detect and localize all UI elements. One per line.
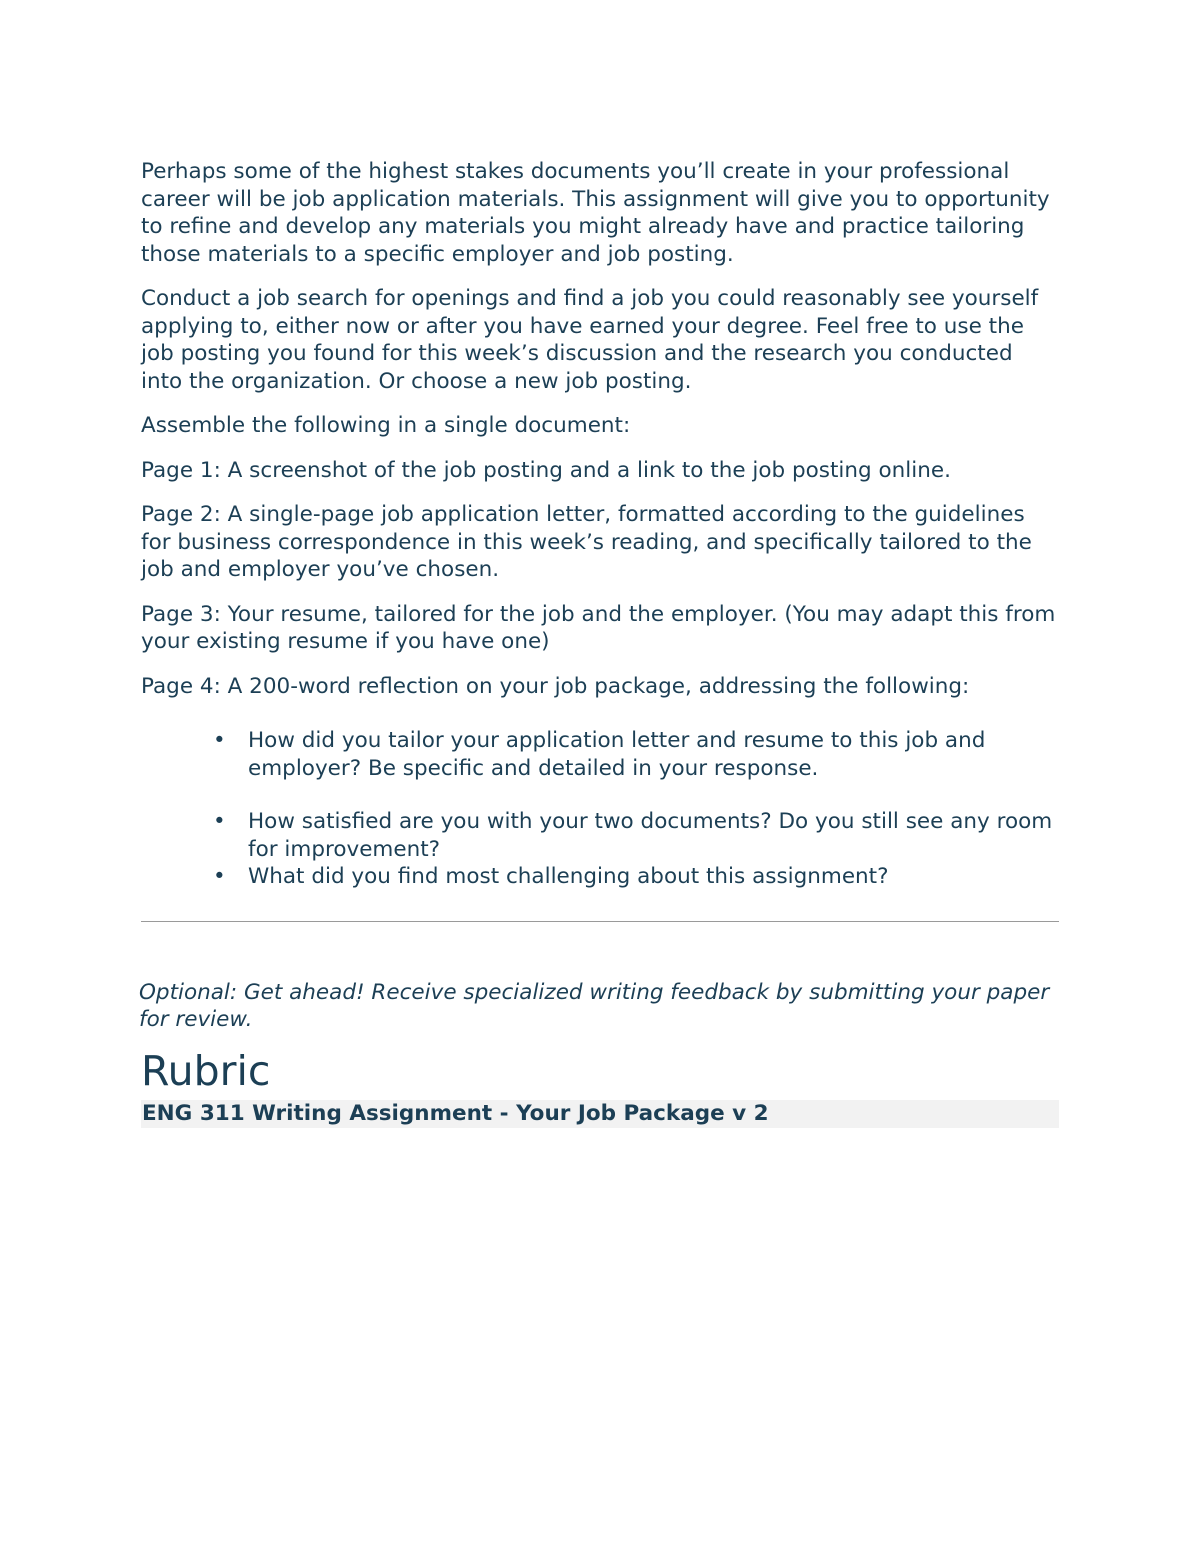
optional-feedback-note: Optional: Get ahead! Receive specialized writing feedback by submitting your paper for review. — [139, 979, 1050, 1032]
rubric-heading: Rubric — [141, 1046, 271, 1095]
horizontal-divider — [141, 921, 1059, 922]
list-item-text: What did you find most challenging about this assignment? — [248, 864, 889, 889]
list-item-text: How satisfied are you with your two documents? Do you still see any room for improvement? — [248, 809, 1053, 862]
rubric-title-bar — [141, 1100, 1059, 1128]
page-3-item: Page 3: Your resume, tailored for the job and the employer. (You may adapt this from your existing resume if you have one) — [141, 601, 1056, 654]
bullet-icon: • — [213, 864, 226, 889]
page-4-item: Page 4: A 200-word reflection on your job package, addressing the following: — [141, 673, 970, 699]
assignment-document — [141, 158, 1059, 1128]
page-1-item: Page 1: A screenshot of the job posting and a link to the job posting online. — [141, 457, 951, 483]
list-item-text: How did you tailor your application letter and resume to this job and employer? Be specific and detailed in your response. — [248, 728, 986, 781]
bullet-icon: • — [213, 809, 226, 834]
instructions-paragraph: Conduct a job search for openings and find a job you could reasonably see yourself applying to, either now or after you have earned your degree. Feel free to use the job posting you found for this week’s discussion and the research you conducted into the organization. Or choose a new job posting. — [141, 286, 1039, 394]
list-item — [141, 863, 1059, 891]
rubric-title: ENG 311 Writing Assignment - Your Job Package v 2 — [142, 1100, 769, 1126]
list-item — [141, 808, 1059, 863]
assemble-paragraph: Assemble the following in a single document: — [141, 413, 631, 438]
reflection-questions-list — [141, 727, 1059, 891]
page-2-item: Page 2: A single-page job application letter, formatted according to the guidelines for business correspondence in this week’s reading, and specifically tailored to the job and employer you’ve chosen. — [141, 502, 1032, 582]
list-item — [141, 727, 1059, 782]
bullet-icon: • — [213, 728, 226, 753]
intro-paragraph: Perhaps some of the highest stakes documents you’ll create in your professional career will be job application materials. This assignment will give you to opportunity to refine and develop any materials you might already have and practice tailoring those materials to a specific employer and job posting. — [141, 159, 1050, 267]
